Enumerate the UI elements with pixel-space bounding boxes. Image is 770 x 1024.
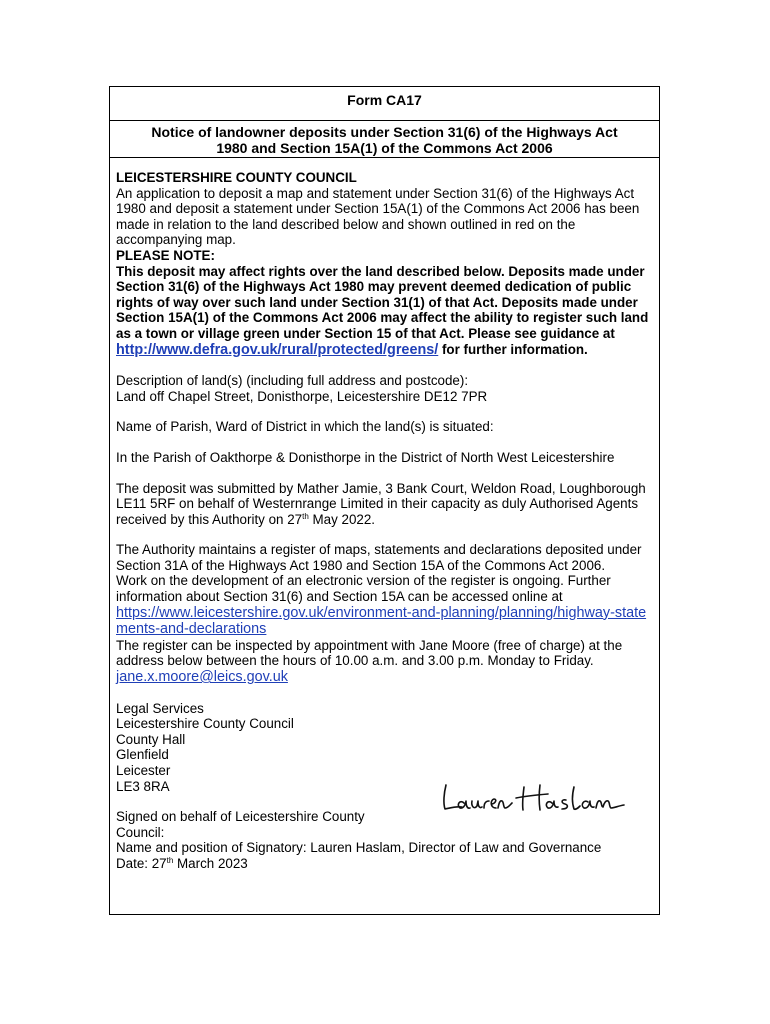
address-line: County Hall (116, 731, 186, 747)
deposit-sup: th (302, 511, 309, 521)
land-label: Description of land(s) (including full address and postcode): (116, 373, 469, 389)
deposit-text: The deposit was submitted by Mather Jamie, 3 Bank Court, Weldon Road, Loughborough LE11 5RF on behalf of Westernrange Limited in their capacity as duly Authorised Agents received by this Authority on 27 (116, 480, 646, 527)
defra-link[interactable]: http://www.defra.gov.uk/rural/protected/greens/ (116, 341, 439, 358)
defra-line (116, 342, 653, 359)
register-paragraph: The Authority maintains a register of maps, statements and declarations deposited under Section 31A of the Highways Act 1980 and Section 15A of the Commons Act 2006. (116, 542, 642, 573)
please-note-heading: PLEASE NOTE: (116, 247, 215, 263)
electronic-paragraph: Work on the development of an electronic version of the register is ongoing. Further information about Section 31(6) and Section 15A can be accessed online at (116, 573, 611, 605)
land-value: Land off Chapel Street, Donisthorpe, Leicestershire DE12 7PR (116, 388, 488, 404)
date-prefix: Date: 27 (116, 855, 167, 871)
signature-row (116, 809, 653, 840)
deposit-paragraph (116, 481, 653, 528)
note-text: This deposit may affect rights over the land described below. Deposits made under Section 31(6) of the Highways Act 1980 may prevent deemed dedication of public rights of way over such land under Section 31(1) of that Act. Deposits made under Section 15A(1) of the Commons Act 2006 may affect the ability to register such land as a town or village green under Section 15 of that Act. Please see guidance at (116, 263, 649, 341)
notice-title-line1: Notice of landowner deposits under Section 31(6) of the Highways Act (151, 124, 618, 140)
address-line: Leicester (116, 763, 171, 778)
form-title: Form CA17 (110, 87, 659, 121)
signed-on-behalf: Signed on behalf of Leicestershire County Council: (116, 809, 365, 840)
notice-body (110, 158, 659, 872)
deposit-end: May 2022. (308, 511, 376, 527)
date-sup: th (166, 855, 174, 865)
address-line: Leicestershire County Council (116, 716, 294, 732)
notice-title-line2: 1980 and Section 15A(1) of the Commons Act 2006 (216, 140, 553, 156)
form-frame (109, 86, 660, 915)
address-block (116, 701, 653, 795)
inspect-paragraph: The register can be inspected by appointment with Jane Moore (free of charge) at the address below between the hours of 10.00 a.m. and 3.00 p.m. Monday to Friday. (116, 637, 623, 669)
defra-after-text: for further information. (438, 341, 588, 357)
date-line (116, 856, 653, 872)
parish-label: Name of Parish, Ward of District in which the land(s) is situated: (116, 419, 494, 435)
address-line: LE3 8RA (116, 778, 170, 794)
email-link[interactable]: jane.x.moore@leics.gov.uk (116, 669, 288, 686)
signatory-line: Name and position of Signatory: Lauren Haslam, Director of Law and Governance (116, 840, 602, 856)
date-suffix: March 2023 (173, 855, 248, 871)
address-line: Glenfield (116, 747, 169, 763)
council-name: LEICESTERSHIRE COUNTY COUNCIL (116, 170, 357, 185)
address-line: Legal Services (116, 700, 204, 716)
notice-title (110, 121, 659, 158)
parish-value: In the Parish of Oakthorpe & Donisthorpe in the District of North West Leicestershire (116, 449, 615, 465)
leics-link[interactable]: https://www.leicestershire.gov.uk/environment-and-planning/planning/highway-statements-and-declarations (116, 604, 647, 638)
intro-paragraph: An application to deposit a map and statement under Section 31(6) of the Highways Act 1980 and deposit a statement under Section 15A(1) of the Commons Act 2006 has been made in relation to the land described below and shown outlined in red on the accompanying map. (116, 185, 640, 248)
handwritten-signature (440, 781, 630, 815)
